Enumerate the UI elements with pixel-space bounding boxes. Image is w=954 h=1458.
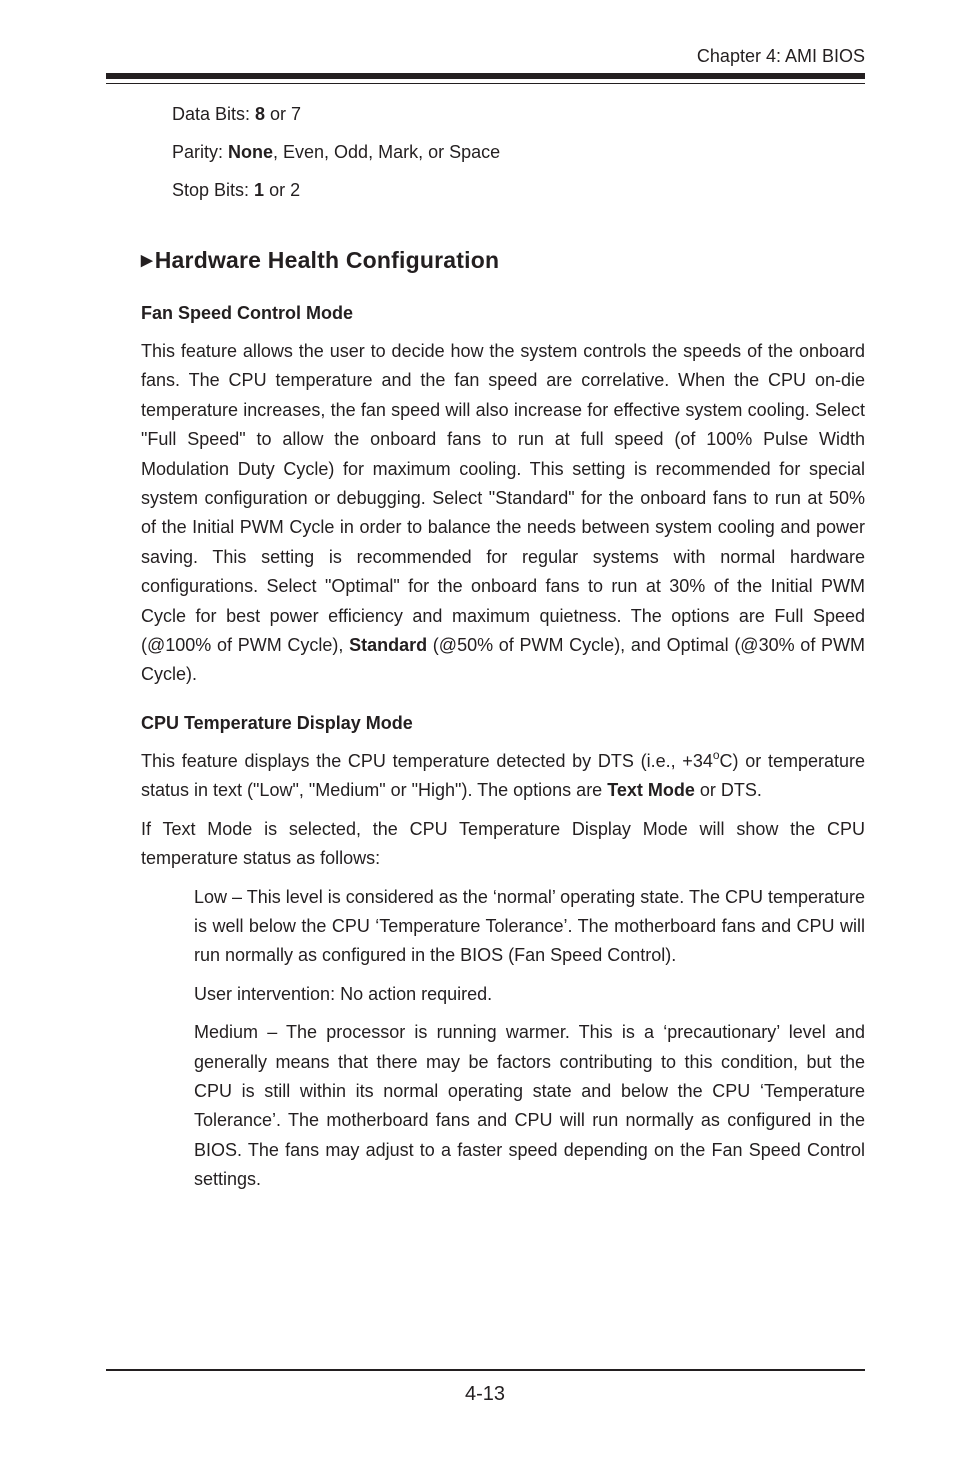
page-number: 4-13 xyxy=(464,1383,506,1405)
cpu-temp-paragraph: This feature displays the CPU temperature detected by DTS (i.e., $+34^oC$) or temperature status in text ("Low", "Medium" or "High"). The options are Text Mode or DTS. xyxy=(141,747,865,801)
chapter-header: Chapter 4: AMI BIOS xyxy=(696,46,865,66)
footer-rule xyxy=(106,1369,865,1371)
header-rule-thick xyxy=(106,73,865,79)
serial-settings-list xyxy=(172,102,500,216)
fan-speed-heading: Fan Speed Control Mode xyxy=(141,303,354,323)
text-mode-paragraph: If Text Mode is selected, the CPU Temperature Display Mode will show the CPU temperature status as follows: xyxy=(141,818,865,869)
user-intervention-paragraph: User intervention: No action required. xyxy=(194,983,493,1004)
cpu-temp-heading: CPU Temperature Display Mode xyxy=(141,712,413,733)
section-content xyxy=(141,300,865,1204)
header-rule-thin xyxy=(106,83,865,84)
section-title: ▶Hardware Health Configuration xyxy=(141,247,500,273)
fan-speed-paragraph: This feature allows the user to decide how the system controls the speeds of the onboard fans. The CPU temperature and the fan speed are correlative. When the CPU on-die temperature increases, the fan speed will also increase for effective system cooling. Select "Full Speed" to allow the onboard fans to run at full speed (of 100% Pulse Width Modulation Duty Cycle) for maximum cooling. This setting is recommended for special system configuration or debugging. Select "Standard" for the onboard fans to run at 50% of the Initial PWM Cycle in order to balance the needs between system cooling and power saving. This setting is recommended for regular systems with normal hardware configurations. Select "Optimal" for the onboard fans to run at 30% of the Initial PWM Cycle for best power efficiency and maximum quietness. The options are Full Speed (@100% of PWM Cycle), Standard (@50% of PWM Cycle), and Optimal (@30% of PWM Cycle). xyxy=(141,341,865,685)
medium-level-paragraph: Medium – The processor is running warmer. This is a ‘precautionary’ level and generally means that there may be factors contributing to this condition, but the CPU is still within its normal operating state and below the CPU ‘Temperature Tolerance’. The motherboard fans and CPU will run normally as configured in the BIOS. The fans may adjust to a faster speed depending on the Fan Speed Control settings. xyxy=(194,1022,865,1190)
triangle-arrow-icon: ▶ xyxy=(141,252,153,269)
low-level-paragraph: Low – This level is considered as the ‘normal’ operating state. The CPU temperature is well below the CPU ‘Temperature Tolerance’. The motherboard fans and CPU will run normally as configured in the BIOS (Fan Speed Control). xyxy=(194,886,866,966)
stop-bits-line: Stop Bits: 1 or 2 xyxy=(172,180,301,200)
data-bits-line: Data Bits: 8 or 7 xyxy=(172,104,302,124)
parity-line: Parity: None, Even, Odd, Mark, or Space xyxy=(172,142,501,162)
